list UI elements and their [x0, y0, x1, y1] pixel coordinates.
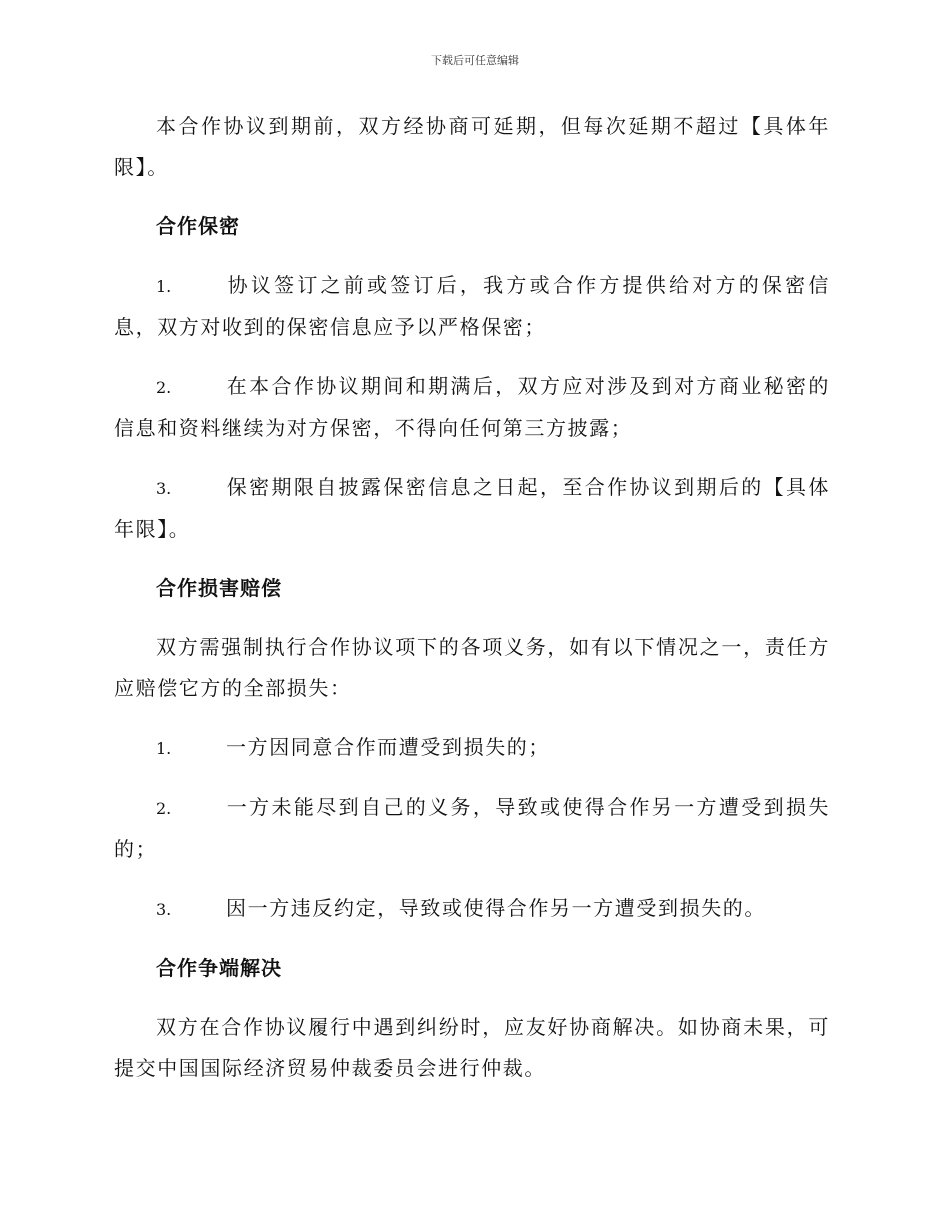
- list-item: [114, 888, 830, 930]
- list-text: 一方未能尽到自己的义务，导致或使得合作另一方遭受到损失的；: [114, 795, 830, 861]
- list-item: [114, 265, 830, 348]
- list-item: [114, 467, 830, 550]
- page-header: 下载后可任意编辑: [431, 54, 519, 67]
- list-number: 3.: [156, 479, 172, 498]
- list-item: [114, 727, 830, 769]
- list-text: 在本合作协议期间和期满后，双方应对涉及到对方商业秘密的信息和资料继续为对方保密，不得向任何第三方披露；: [114, 374, 830, 440]
- list-number: 1.: [156, 277, 172, 296]
- list-text: 一方因同意合作而遭受到损失的；: [226, 735, 550, 759]
- list-text: 保密期限自披露保密信息之日起，至合作协议到期后的【具体年限】。: [114, 475, 830, 541]
- list-number: 2.: [156, 378, 172, 397]
- list-number: 3.: [156, 900, 172, 919]
- paragraph-extension: 本合作协议到期前，双方经协商可延期，但每次延期不超过【具体年限】。: [114, 114, 830, 179]
- heading-disputes: 合作争端解决: [156, 956, 282, 980]
- paragraph-damages-intro: 双方需强制执行合作协议项下的各项义务，如有以下情况之一，责任方应赔偿它方的全部损失：: [114, 635, 830, 700]
- paragraph-disputes: 双方在合作协议履行中遇到纠纷时，应友好协商解决。如协商未果，可提交中国国际经济贸易仲裁委员会进行仲裁。: [114, 1015, 830, 1080]
- list-text: 因一方违反约定，导致或使得合作另一方遭受到损失的。: [226, 896, 766, 920]
- list-number: 2.: [156, 799, 172, 818]
- heading-damages: 合作损害赔偿: [156, 576, 282, 600]
- heading-confidentiality: 合作保密: [156, 214, 240, 238]
- document-body: [114, 106, 830, 1107]
- list-item: [114, 366, 830, 449]
- list-text: 协议签订之前或签订后，我方或合作方提供给对方的保密信息，双方对收到的保密信息应予以严格保密；: [114, 273, 830, 339]
- list-item: [114, 787, 830, 870]
- list-number: 1.: [156, 739, 172, 758]
